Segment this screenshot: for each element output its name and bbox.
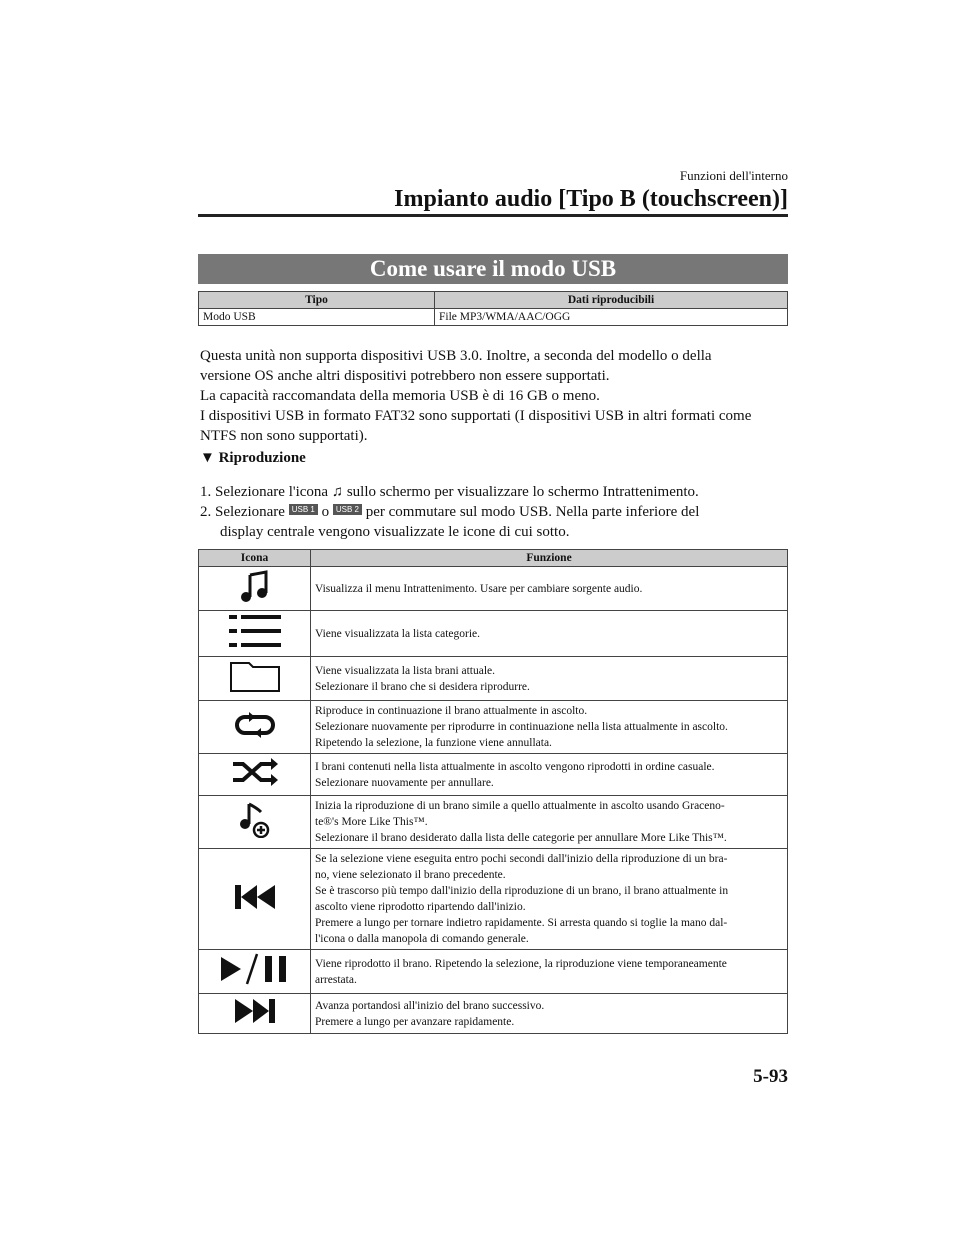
function-text: Riproduce in continuazione il brano attualmente in ascolto. Selezionare nuovamente per riprodurre in continuazione nella lista attualmente in ascolto. Ripetendo la selezione, la funzione viene annullata. <box>311 701 788 754</box>
function-text: I brani contenuti nella lista attualmente in ascolto vengono riprodotti in ordine casuale. Selezionare nuovamente per annullare. <box>311 754 788 796</box>
table-row <box>199 796 788 849</box>
chapter-title: Impianto audio [Tipo B (touchscreen)] <box>394 186 788 212</box>
repeat-icon <box>231 732 279 744</box>
section-banner: Come usare il modo USB <box>198 254 788 284</box>
format-table <box>198 291 788 326</box>
usb1-badge: USB 1 <box>289 504 318 515</box>
table-row <box>199 994 788 1034</box>
page-number: 5-93 <box>753 1066 788 1087</box>
usb2-badge: USB 2 <box>333 504 362 515</box>
table-row <box>199 950 788 994</box>
header-rule <box>198 214 788 217</box>
table-row <box>199 701 788 754</box>
intro-text <box>200 346 788 446</box>
function-text: Inizia la riproduzione di un brano simile a quello attualmente in ascolto usando Graceno- te®'s More Like This™. Selezionare il brano desiderato dalla lista delle categorie per annullare More Like This™. <box>311 796 788 849</box>
shuffle-icon <box>231 779 279 791</box>
steps <box>200 482 788 542</box>
intro-line: La capacità raccomandata della memoria USB è di 16 GB o meno. <box>200 388 600 404</box>
function-text: Visualizza il menu Intrattenimento. Usare per cambiare sorgente audio. <box>311 567 788 611</box>
intro-line: Questa unità non supporta dispositivi USB 3.0. Inoltre, a seconda del modello o della <box>200 348 712 364</box>
previous-track-icon <box>233 903 277 915</box>
folder-icon <box>229 684 281 696</box>
table-row <box>199 657 788 701</box>
table-row <box>199 567 788 611</box>
section-name: Funzioni dell'interno <box>679 168 788 183</box>
step1-text-end: sullo schermo per visualizzare lo schermo Intrattenimento. <box>346 484 699 500</box>
step2-text: 2. Selezionare <box>200 504 285 520</box>
icon-table <box>198 549 788 1034</box>
function-text: Viene riprodotto il brano. Ripetendo la selezione, la riproduzione viene temporaneamente arrestata. <box>311 950 788 994</box>
subheading: ▼ Riproduzione <box>200 450 306 466</box>
step2-text-end: per commutare sul modo USB. Nella parte inferiore del <box>365 504 700 520</box>
function-text: Viene visualizzata la lista brani attuale. Selezionare il brano che si desidera riprodurre. <box>311 657 788 701</box>
more-like-this-icon <box>239 829 271 841</box>
col-funzione: Funzione <box>311 550 788 567</box>
cell-formats: File MP3/WMA/AAC/OGG <box>435 309 788 326</box>
col-dati: Dati riproducibili <box>435 292 788 309</box>
cell-mode: Modo USB <box>199 309 435 326</box>
table-row <box>199 754 788 796</box>
function-text: Viene visualizzata la lista categorie. <box>311 611 788 657</box>
function-text: Se la selezione viene eseguita entro pochi secondi dall'inizio della riproduzione di un bra- no, viene selezionato il brano precedente. Se è trascorso più tempo dall'inizio della riproduzione di un brano, il brano attualmente in ascolto viene riprodotto ripartendo dall'inizio. Premere a lungo per tornare indietro rapidamente. Si arresta quando si toglie la mano dal- l'icona o dalla manopola di comando generale. <box>311 849 788 950</box>
step2-text-cont: display centrale vengono visualizzate le icone di cui sotto. <box>220 524 570 540</box>
col-tipo: Tipo <box>199 292 435 309</box>
step1-text: 1. Selezionare l'icona <box>200 484 329 500</box>
or-text: o <box>321 504 330 520</box>
play-pause-icon <box>217 977 293 989</box>
function-text: Avanza portandosi all'inizio del brano successivo. Premere a lungo per avanzare rapidamente. <box>311 994 788 1034</box>
page-header <box>198 168 788 213</box>
list-icon <box>227 640 283 652</box>
music-note-icon <box>238 594 272 606</box>
table-row <box>199 849 788 950</box>
music-note-icon: ♫ <box>331 484 344 500</box>
col-icona: Icona <box>199 550 311 567</box>
intro-line: I dispositivi USB in formato FAT32 sono supportati (I dispositivi USB in altri formati come <box>200 408 752 424</box>
next-track-icon <box>233 1017 277 1029</box>
intro-line: versione OS anche altri dispositivi potrebbero non essere supportati. <box>200 368 610 384</box>
intro-line: NTFS non sono supportati). <box>200 428 368 444</box>
table-row <box>199 611 788 657</box>
